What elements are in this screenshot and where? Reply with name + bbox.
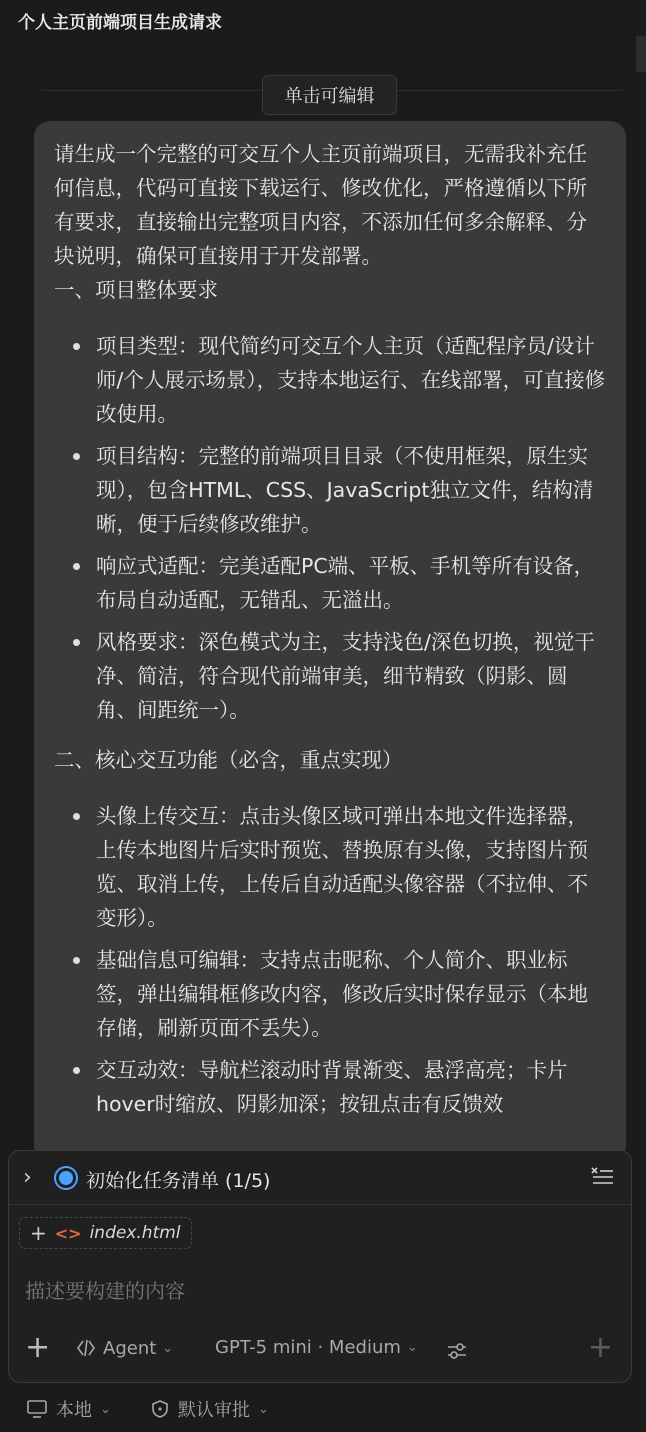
location-label: 本地: [56, 1400, 92, 1421]
chevron-down-icon: ⌄: [406, 1340, 418, 1355]
add-attachment-button[interactable]: +: [25, 1330, 51, 1365]
list-item: 基础信息可编辑：支持点击昵称、个人简介、职业标签，弹出编辑框修改内容，修改后实时保存显示（本地存储，刷新页面不丢失）。: [96, 943, 606, 1045]
chevron-down-icon: ⌄: [162, 1340, 174, 1356]
monitor-icon: [26, 1398, 48, 1420]
model-selector[interactable]: [215, 1337, 418, 1358]
composer-toolbar: [9, 1329, 631, 1373]
list-item: 项目结构：完整的前端项目目录（不使用框架，原生实现），包含HTML、CSS、JavaScript独立文件，结构清晰，便于后续修改维护。: [96, 439, 606, 541]
divider-right: [397, 90, 622, 91]
scrollbar-thumb[interactable]: [636, 36, 646, 72]
approval-label: 默认审批: [178, 1400, 250, 1421]
message-intro: 请生成一个完整的可交互个人主页前端项目，无需我补充任何信息，代码可直接下载运行、修改优化，严格遵循以下所有要求，直接输出完整项目内容，不添加任何多余解释、分块说明，确保可直接用于开发部署。: [54, 142, 587, 268]
list-item: 风格要求：深色模式为主，支持浅色/深色切换，视觉干净、简洁，符合现代前端审美，细节精致（阴影、圆角、间距统一）。: [96, 625, 606, 727]
send-button[interactable]: +: [587, 1330, 613, 1365]
divider-left: [42, 90, 262, 91]
section-heading: 一、项目整体要求: [54, 278, 218, 302]
add-context-icon[interactable]: +: [30, 1221, 47, 1245]
file-name: index.html: [89, 1223, 181, 1243]
shield-icon: [150, 1399, 170, 1419]
mode-label: Agent: [103, 1337, 157, 1359]
list-item: 交互动效：导航栏滚动时背景渐变、悬浮高亮；卡片hover时缩放、阴影加深；按钮点击有反馈效: [96, 1053, 606, 1121]
features-list: [54, 799, 606, 1121]
mode-selector[interactable]: [75, 1337, 173, 1359]
model-label: GPT-5 mini · Medium: [215, 1337, 401, 1358]
footer-bar: [0, 1392, 646, 1426]
click-to-edit-label[interactable]: 单击可编辑: [262, 75, 397, 115]
chevron-right-icon[interactable]: ›: [23, 1165, 32, 1190]
list-item: 项目类型：现代简约可交互个人主页（适配程序员/设计师/个人展示场景），支持本地运行、在线部署，可直接修改使用。: [96, 329, 606, 431]
list-item: 头像上传交互：点击头像区域可弹出本地文件选择器，上传本地图片后实时预览、替换原有头像，支持图片预览、取消上传，上传后自动适配头像容器（不拉伸、不变形）。: [96, 799, 606, 935]
attached-file-chip[interactable]: [19, 1217, 192, 1249]
approval-selector[interactable]: [150, 1396, 269, 1422]
page-title: 个人主页前端项目生成请求: [18, 13, 222, 33]
task-list-label: 初始化任务清单 (1/5): [86, 1170, 271, 1192]
chevron-down-icon: ⌄: [258, 1401, 269, 1417]
agent-icon: [75, 1337, 97, 1359]
clear-list-icon[interactable]: [589, 1164, 615, 1190]
prompt-input[interactable]: [25, 1273, 615, 1309]
chat-composer: [8, 1150, 632, 1383]
code-file-icon: <>: [54, 1223, 82, 1243]
list-item: 响应式适配：完美适配PC端、平板、手机等所有设备，布局自动适配，无错乱、无溢出。: [96, 549, 606, 617]
requirements-list: [54, 329, 606, 727]
task-list-header[interactable]: [9, 1151, 631, 1205]
chevron-down-icon: ⌄: [100, 1401, 111, 1417]
section-heading: 二、核心交互功能（必含，重点实现）: [54, 748, 403, 772]
settings-sliders-icon[interactable]: [445, 1339, 469, 1363]
location-selector[interactable]: [26, 1396, 111, 1422]
in-progress-icon: [54, 1166, 78, 1190]
user-message-card[interactable]: [34, 121, 626, 1161]
